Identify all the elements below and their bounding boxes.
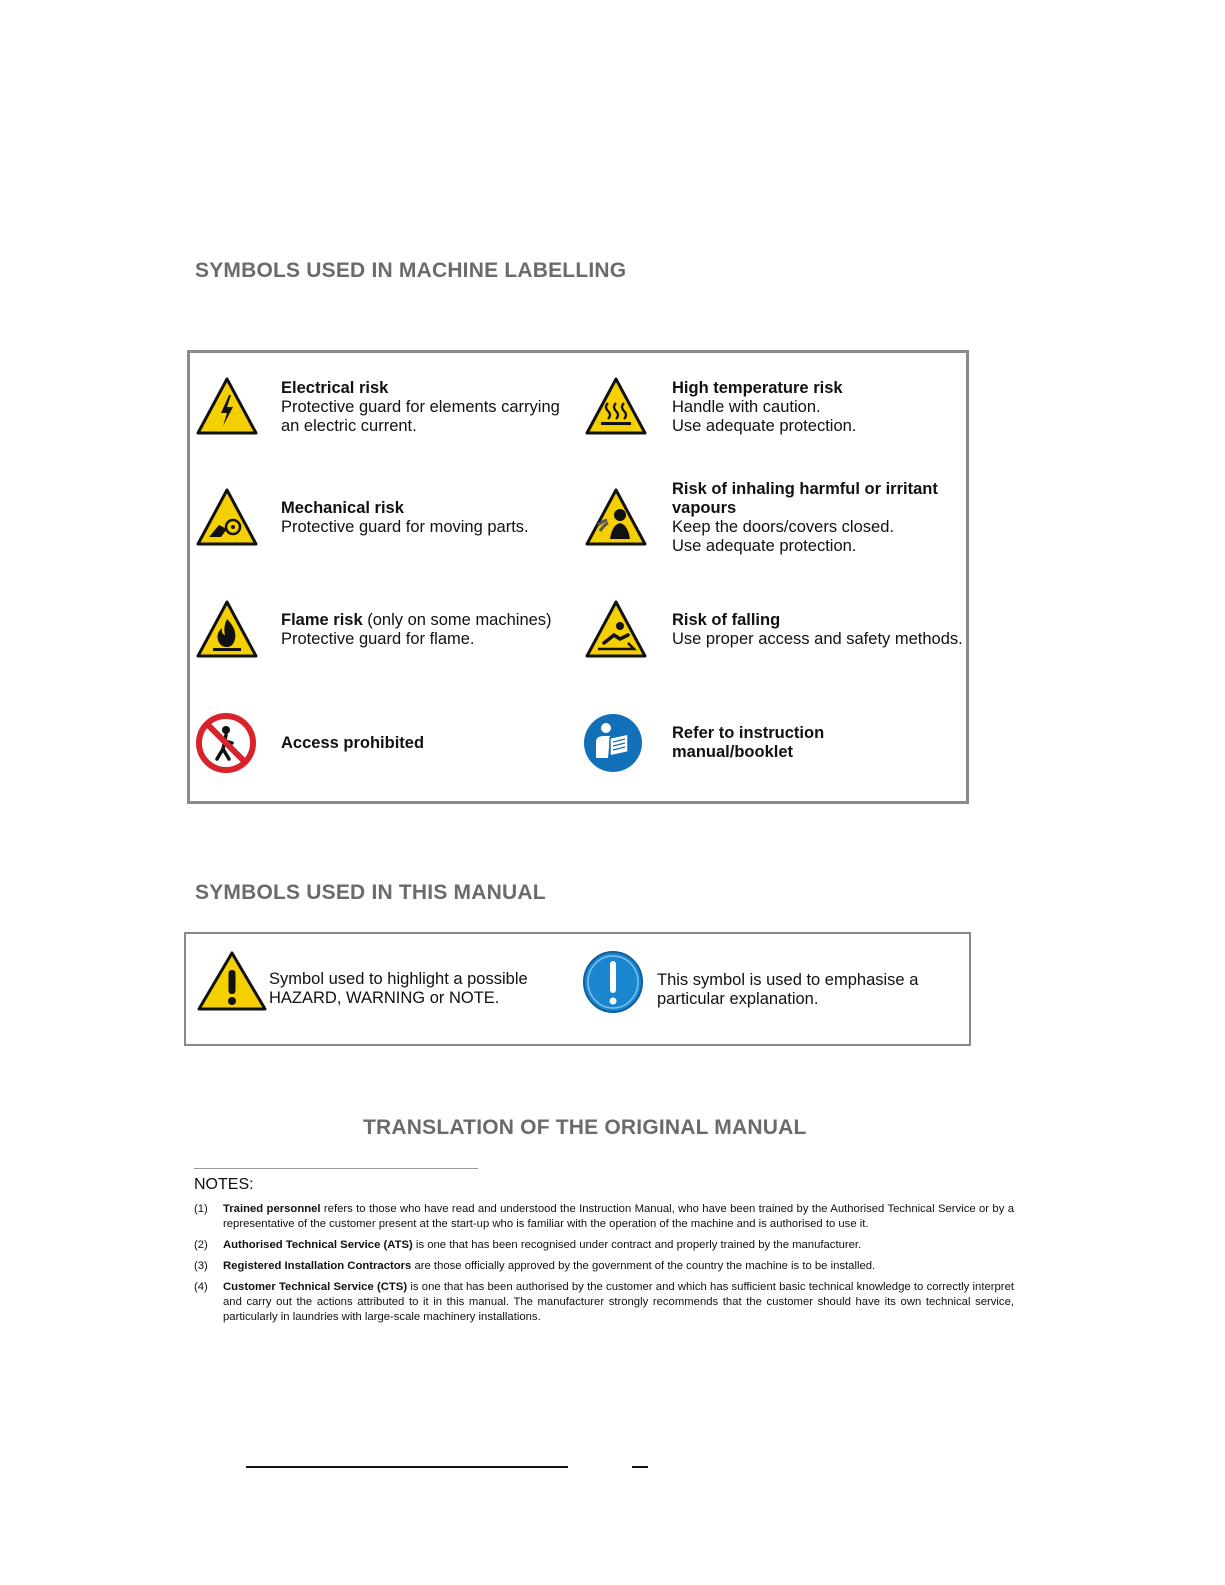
note-term: Trained personnel xyxy=(223,1203,321,1215)
note-number: (1) xyxy=(194,1203,208,1215)
mechanical-risk-title: Mechanical risk xyxy=(281,499,404,517)
instruction-manual-icon xyxy=(582,712,644,774)
note-item xyxy=(194,1259,1014,1274)
instruction-manual-title1: Refer to instruction xyxy=(672,724,825,742)
note-text: refers to those who have read and understood the Instruction Manual, who have been trained by the Authorised Technical Service or by a representative of the customer present at the start-up who is familiar with the operation of the machine and is authorised to use it. xyxy=(223,1203,1014,1230)
electrical-risk-title: Electrical risk xyxy=(281,379,389,397)
flame-risk-title: Flame risk xyxy=(281,611,363,629)
hazard-symbol-text xyxy=(269,970,528,1008)
risk-of-falling-title: Risk of falling xyxy=(672,611,781,629)
footer-rule-short xyxy=(632,1466,648,1468)
inhaling-vapours-text xyxy=(672,480,938,556)
access-prohibited-title: Access prohibited xyxy=(281,734,425,752)
notes-separator xyxy=(194,1168,478,1169)
note-term: Authorised Technical Service (ATS) xyxy=(223,1239,413,1251)
note-number: (4) xyxy=(194,1281,208,1293)
risk-of-falling-line1: Use proper access and safety methods. xyxy=(672,630,963,648)
risk-of-falling-text xyxy=(672,611,963,649)
high-temperature-text xyxy=(672,379,856,436)
electrical-risk-line2: an electric current. xyxy=(281,417,417,435)
flame-risk-title-line xyxy=(281,611,552,630)
note-text: is one that has been authorised by the customer and which has sufficient basic technical knowledge to correctly interpret and carry out the actions attributed to it in this manual. The manufacturer strongly recommends that the customer should have its own technical service, particularly in laundries with large-scale machinery installations. xyxy=(223,1281,1014,1323)
note-item xyxy=(194,1202,1014,1232)
mechanical-risk-line1: Protective guard for moving parts. xyxy=(281,518,529,536)
high-temperature-title: High temperature risk xyxy=(672,379,843,397)
instruction-manual-title2: manual/booklet xyxy=(672,743,794,761)
explanation-line1: This symbol is used to emphasise a xyxy=(657,971,919,989)
note-text: are those officially approved by the government of the country the machine is to be installed. xyxy=(411,1260,876,1272)
flame-risk-icon xyxy=(195,599,259,659)
inhaling-vapours-title2: vapours xyxy=(672,499,737,517)
explanation-symbol-text xyxy=(657,971,918,1009)
flame-risk-title-suffix: (only on some machines) xyxy=(362,611,552,629)
flame-risk-text xyxy=(281,611,552,649)
risk-of-falling-icon xyxy=(584,599,648,659)
note-item xyxy=(194,1280,1014,1325)
high-temperature-icon xyxy=(584,376,648,436)
section-heading-this-manual: SYMBOLS USED IN THIS MANUAL xyxy=(195,881,546,904)
inhaling-vapours-title1: Risk of inhaling harmful or irritant xyxy=(672,480,938,498)
note-term: Registered Installation Contractors xyxy=(223,1260,412,1272)
translation-heading: TRANSLATION OF THE ORIGINAL MANUAL xyxy=(363,1116,807,1139)
explanation-line2: particular explanation. xyxy=(657,990,819,1008)
mechanical-risk-icon xyxy=(195,487,259,547)
instruction-manual-text xyxy=(672,724,824,762)
electrical-risk-text xyxy=(281,379,560,436)
note-text: is one that has been recognised under contract and properly trained by the manufacturer. xyxy=(412,1239,862,1251)
access-prohibited-text xyxy=(281,734,424,753)
section-heading-machine-labelling: SYMBOLS USED IN MACHINE LABELLING xyxy=(195,259,627,282)
inhaling-vapours-line2: Use adequate protection. xyxy=(672,537,857,555)
flame-risk-line1: Protective guard for flame. xyxy=(281,630,475,648)
info-exclamation-icon xyxy=(582,950,644,1014)
inhaling-vapours-icon xyxy=(584,487,648,547)
high-temperature-line2: Use adequate protection. xyxy=(672,417,857,435)
note-number: (3) xyxy=(194,1260,208,1272)
hazard-line1: Symbol used to highlight a possible xyxy=(269,970,528,988)
warning-icon xyxy=(196,950,268,1012)
mechanical-risk-text xyxy=(281,499,529,537)
notes-list xyxy=(194,1202,1014,1331)
access-prohibited-icon xyxy=(195,712,257,774)
notes-label: NOTES: xyxy=(194,1176,254,1193)
note-number: (2) xyxy=(194,1239,208,1251)
electrical-risk-line1: Protective guard for elements carrying xyxy=(281,398,560,416)
footer-rule xyxy=(246,1466,568,1468)
hazard-line2: HAZARD, WARNING or NOTE. xyxy=(269,989,500,1007)
electrical-risk-icon xyxy=(195,376,259,436)
note-item xyxy=(194,1238,1014,1253)
inhaling-vapours-line1: Keep the doors/covers closed. xyxy=(672,518,894,536)
high-temperature-line1: Handle with caution. xyxy=(672,398,821,416)
note-term: Customer Technical Service (CTS) xyxy=(223,1281,408,1293)
